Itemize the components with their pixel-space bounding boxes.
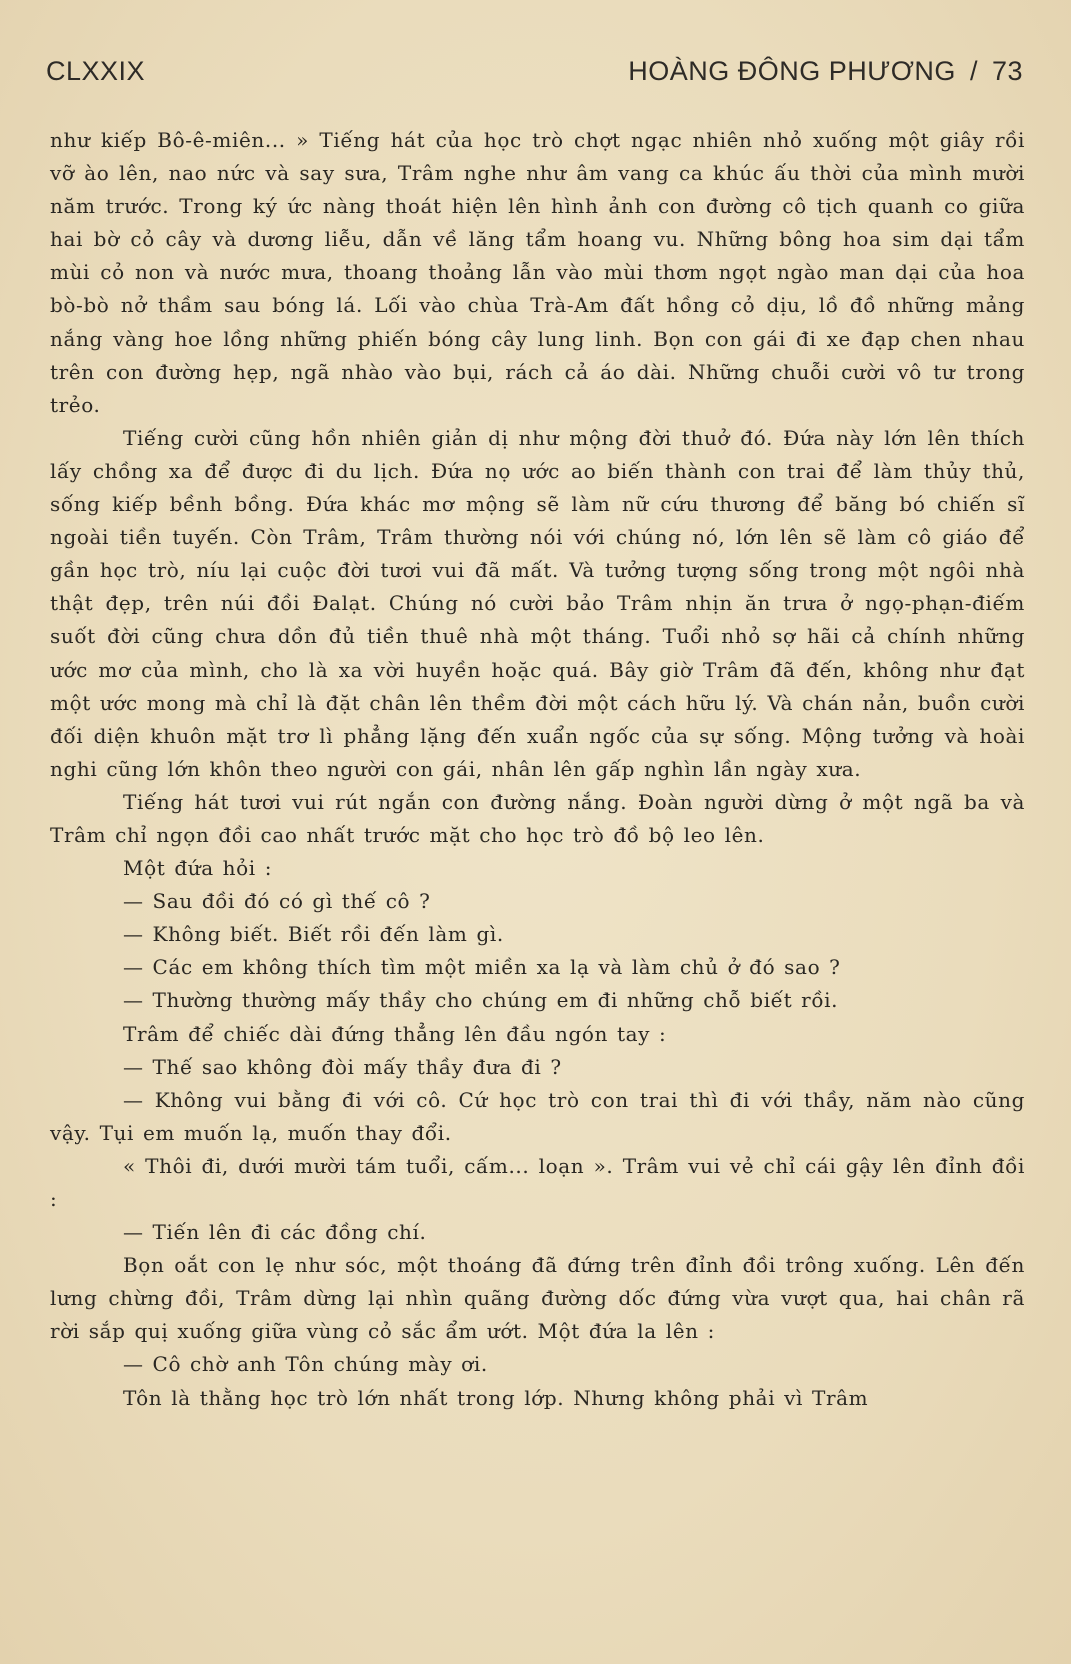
dialogue-line: — Tiến lên đi các đồng chí. [123,1220,427,1245]
header-separator: / [969,56,978,86]
paragraph: Tiếng cười cũng hồn nhiên giản dị như mộng đời thuở đó. Đứa này lớn lên thích lấy chồng xa để được đi du lịch. Đứa nọ ước ao biến thành con trai để làm thủy thủ, sống kiếp bềnh bồng. Đứa khác mơ mộng sẽ làm nữ cứu thương để băng bó chiến sĩ ngoài tiền tuyến. Còn Trâm, Trâm thường nói với chúng nó, lớn lên sẽ làm cô giáo để gần học trò, níu lại cuộc đời tươi vui đã mất. Và tưởng tượng sống trong một ngôi nhà thật đẹp, trên núi đồi Đalạt. Chúng nó cười bảo Trâm nhịn ăn trưa ở ngọ-phạn-điếm suốt đời cũng chưa dồn đủ tiền thuê nhà một tháng. Tuổi nhỏ sợ hãi cả chính những ước mơ của mình, cho là xa vời huyền hoặc quá. Bây giờ Trâm đã đến, không như đạt một ước mong mà chỉ là đặt chân lên thềm đời một cách hữu lý. Và chán nản, buồn cười đối diện khuôn mặt trơ lì phẳng lặng đến xuẩn ngốc của sự sống. Mộng tưởng và hoài nghi cũng lớn khôn theo người con gái, nhân lên gấp nghìn lần ngày xưa. [50,425,1025,781]
dialogue-line: — Không vui bằng đi với cô. Cứ học trò con trai thì đi với thầy, năm nào cũng vậy. Tụi em muốn lạ, muốn thay đổi. [50,1087,1025,1145]
paragraph: Tôn là thằng học trò lớn nhất trong lớp. Nhưng không phải vì Trâm [123,1385,869,1410]
paragraph: Một đứa hỏi : [123,856,273,881]
paragraph: Trâm để chiếc dài đứng thẳng lên đầu ngón tay : [123,1021,667,1046]
dialogue-line: — Các em không thích tìm một miền xa lạ và làm chủ ở đó sao ? [123,955,841,980]
paragraph: như kiếp Bô-ê-miên... » Tiếng hát của học trò chợt ngạc nhiên nhỏ xuống một giây rồi vỡ ào lên, nao nức và say sưa, Trâm nghe như âm vang ca khúc ấu thời của mình mười năm trước. Trong ký ức nàng thoát hiện lên hình ảnh con đường cô tịch quanh co giữa hai bờ cỏ cây và dương liễu, dẫn về lăng tẩm hoang vu. Những bông hoa sim dại tẩm mùi cỏ non và nước mưa, thoang thoảng lẫn vào mùi thơm ngọt ngào man dại của hoa bò-bò nở thầm sau bóng lá. Lối vào chùa Trà-Am đất hồng cỏ dịu, lồ đồ những mảng nắng vàng hoe lồng những phiến bóng cây lung linh. Bọn con gái đi xe đạp chen nhau trên con đường hẹp, ngã nhào vào bụi, rách cả áo dài. Những chuỗi cười vô tư trong trẻo. [50,128,1025,417]
running-header [46,56,1023,96]
dialogue-line: — Sau đồi đó có gì thế cô ? [123,889,431,914]
page-number: 73 [991,56,1023,86]
dialogue-line: — Thế sao không đòi mấy thầy đưa đi ? [123,1054,562,1079]
body-text [50,124,1025,1415]
dialogue-line: — Không biết. Biết rồi đến làm gì. [123,922,504,947]
dialogue-line: — Cô chờ anh Tôn chúng mày ơi. [123,1352,488,1377]
paragraph: Tiếng hát tươi vui rút ngắn con đường nắng. Đoàn người dừng ở một ngã ba và Trâm chỉ ngọn đồi cao nhất trước mặt cho học trò đồ bộ leo lên. [50,789,1025,847]
chapter-roman-numeral: CLXXIX [46,56,146,86]
header-author-page [628,56,1023,87]
dialogue-line: — Thường thường mấy thầy cho chúng em đi những chỗ biết rồi. [123,988,839,1013]
author-name: HOÀNG ĐÔNG PHƯƠNG [628,56,956,86]
paragraph: Bọn oắt con lẹ như sóc, một thoáng đã đứng trên đỉnh đồi trông xuống. Lên đến lưng chừng đồi, Trâm dừng lại nhìn quãng đường dốc đứng vừa vượt qua, hai chân rã rời sắp quị xuống giữa vùng cỏ sắc ẩm ướt. Một đứa la lên : [50,1253,1025,1344]
paragraph: « Thôi đi, dưới mười tám tuổi, cấm... loạn ». Trâm vui vẻ chỉ cái gậy lên đỉnh đồi : [50,1153,1025,1211]
